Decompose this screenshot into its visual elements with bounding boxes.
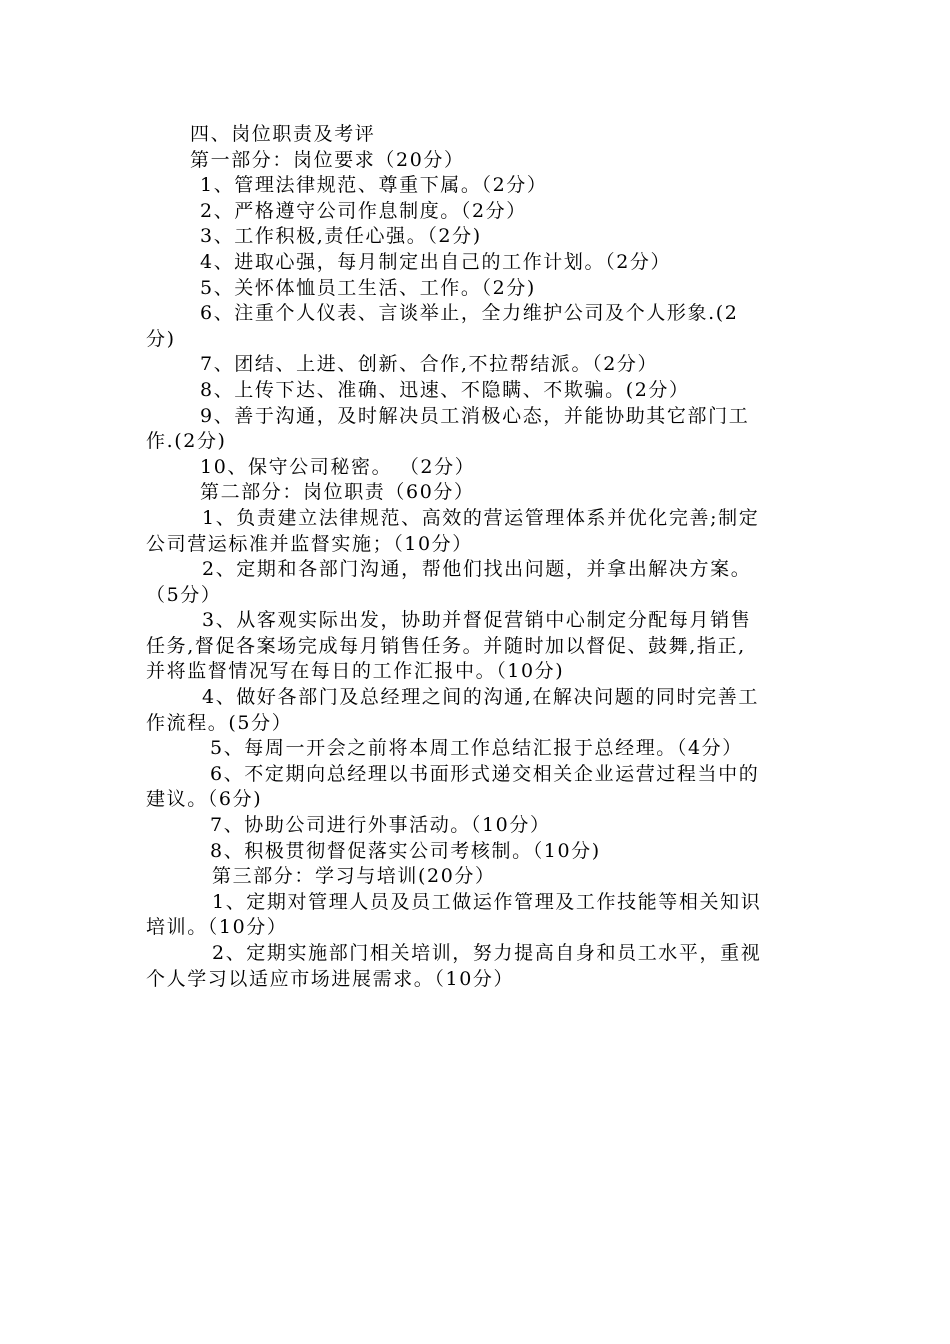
part1-item-3: 3、工作积极,责任心强。（2分)	[200, 225, 482, 248]
part2-item-3: 3、从客观实际出发，协助并督促营销中心制定分配每月销售	[202, 609, 752, 632]
part1-item-9-cont: 作.(2分)	[146, 430, 227, 453]
part2-title: 第二部分：岗位职责（60分）	[200, 481, 475, 504]
part1-item-5: 5、关怀体恤员工生活、工作。（2分)	[200, 276, 536, 299]
part1-item-1: 1、管理法律规范、尊重下属。（2分）	[200, 174, 548, 197]
part3-title: 第三部分：学习与培训(20分）	[212, 865, 496, 888]
part2-item-1: 1、负责建立法律规范、高效的营运管理体系并优化完善;制定	[202, 506, 760, 529]
part2-item-6-cont: 建议。（6分)	[146, 788, 263, 811]
section-heading: 四、岗位职责及考评	[190, 123, 376, 145]
part2-item-2-cont: （5分）	[146, 583, 222, 606]
part2-item-2: 2、定期和各部门沟通，帮他们找出问题，并拿出解决方案。	[202, 558, 752, 581]
part1-item-9: 9、善于沟通，及时解决员工消极心态，并能协助其它部门工	[200, 404, 750, 427]
part2-item-4: 4、做好各部门及总经理之间的沟通,在解决问题的同时完善工	[202, 686, 759, 709]
part1-item-8: 8、上传下达、准确、迅速、不隐瞒、不欺骗。(2分）	[200, 378, 690, 401]
part2-item-5: 5、每周一开会之前将本周工作总结汇报于总经理。（4分）	[210, 737, 743, 760]
part2-item-8: 8、积极贯彻督促落实公司考核制。（10分)	[210, 839, 601, 862]
part2-item-6: 6、不定期向总经理以书面形式递交相关企业运营过程当中的	[210, 762, 760, 785]
part2-item-7: 7、协助公司进行外事活动。（10分）	[210, 814, 551, 837]
part3-item-2: 2、定期实施部门相关培训，努力提高自身和员工水平，重视	[212, 942, 762, 964]
part1-item-10: 10、保守公司秘密。 （2分）	[200, 455, 476, 478]
part1-item-4: 4、进取心强，每月制定出自己的工作计划。（2分）	[200, 250, 672, 273]
part1-item-7: 7、团结、上进、创新、合作,不拉帮结派。（2分）	[200, 353, 659, 376]
part2-item-4-cont: 作流程。(5分）	[146, 711, 293, 734]
part1-title: 第一部分：岗位要求（20分）	[190, 148, 465, 171]
part3-item-1-cont: 培训。（10分）	[146, 916, 288, 939]
part2-item-3-cont-1: 任务,督促各案场完成每月销售任务。并随时加以督促、鼓舞,指正,	[146, 634, 746, 657]
part1-item-6: 6、注重个人仪表、言谈举止，全力维护公司及个人形象.(2	[200, 302, 739, 325]
part2-item-1-cont: 公司营运标准并监督实施；（10分）	[146, 532, 473, 555]
part3-item-2-cont: 个人学习以适应市场进展需求。（10分）	[146, 967, 515, 990]
part1-item-2: 2、严格遵守公司作息制度。（2分）	[200, 199, 527, 222]
document-body	[146, 122, 814, 992]
part2-item-3-cont-2: 并将监督情况写在每日的工作汇报中。（10分)	[146, 660, 565, 683]
part1-item-6-cont: 分)	[146, 327, 176, 350]
part3-item-1: 1、定期对管理人员及员工做运作管理及工作技能等相关知识	[212, 890, 762, 913]
